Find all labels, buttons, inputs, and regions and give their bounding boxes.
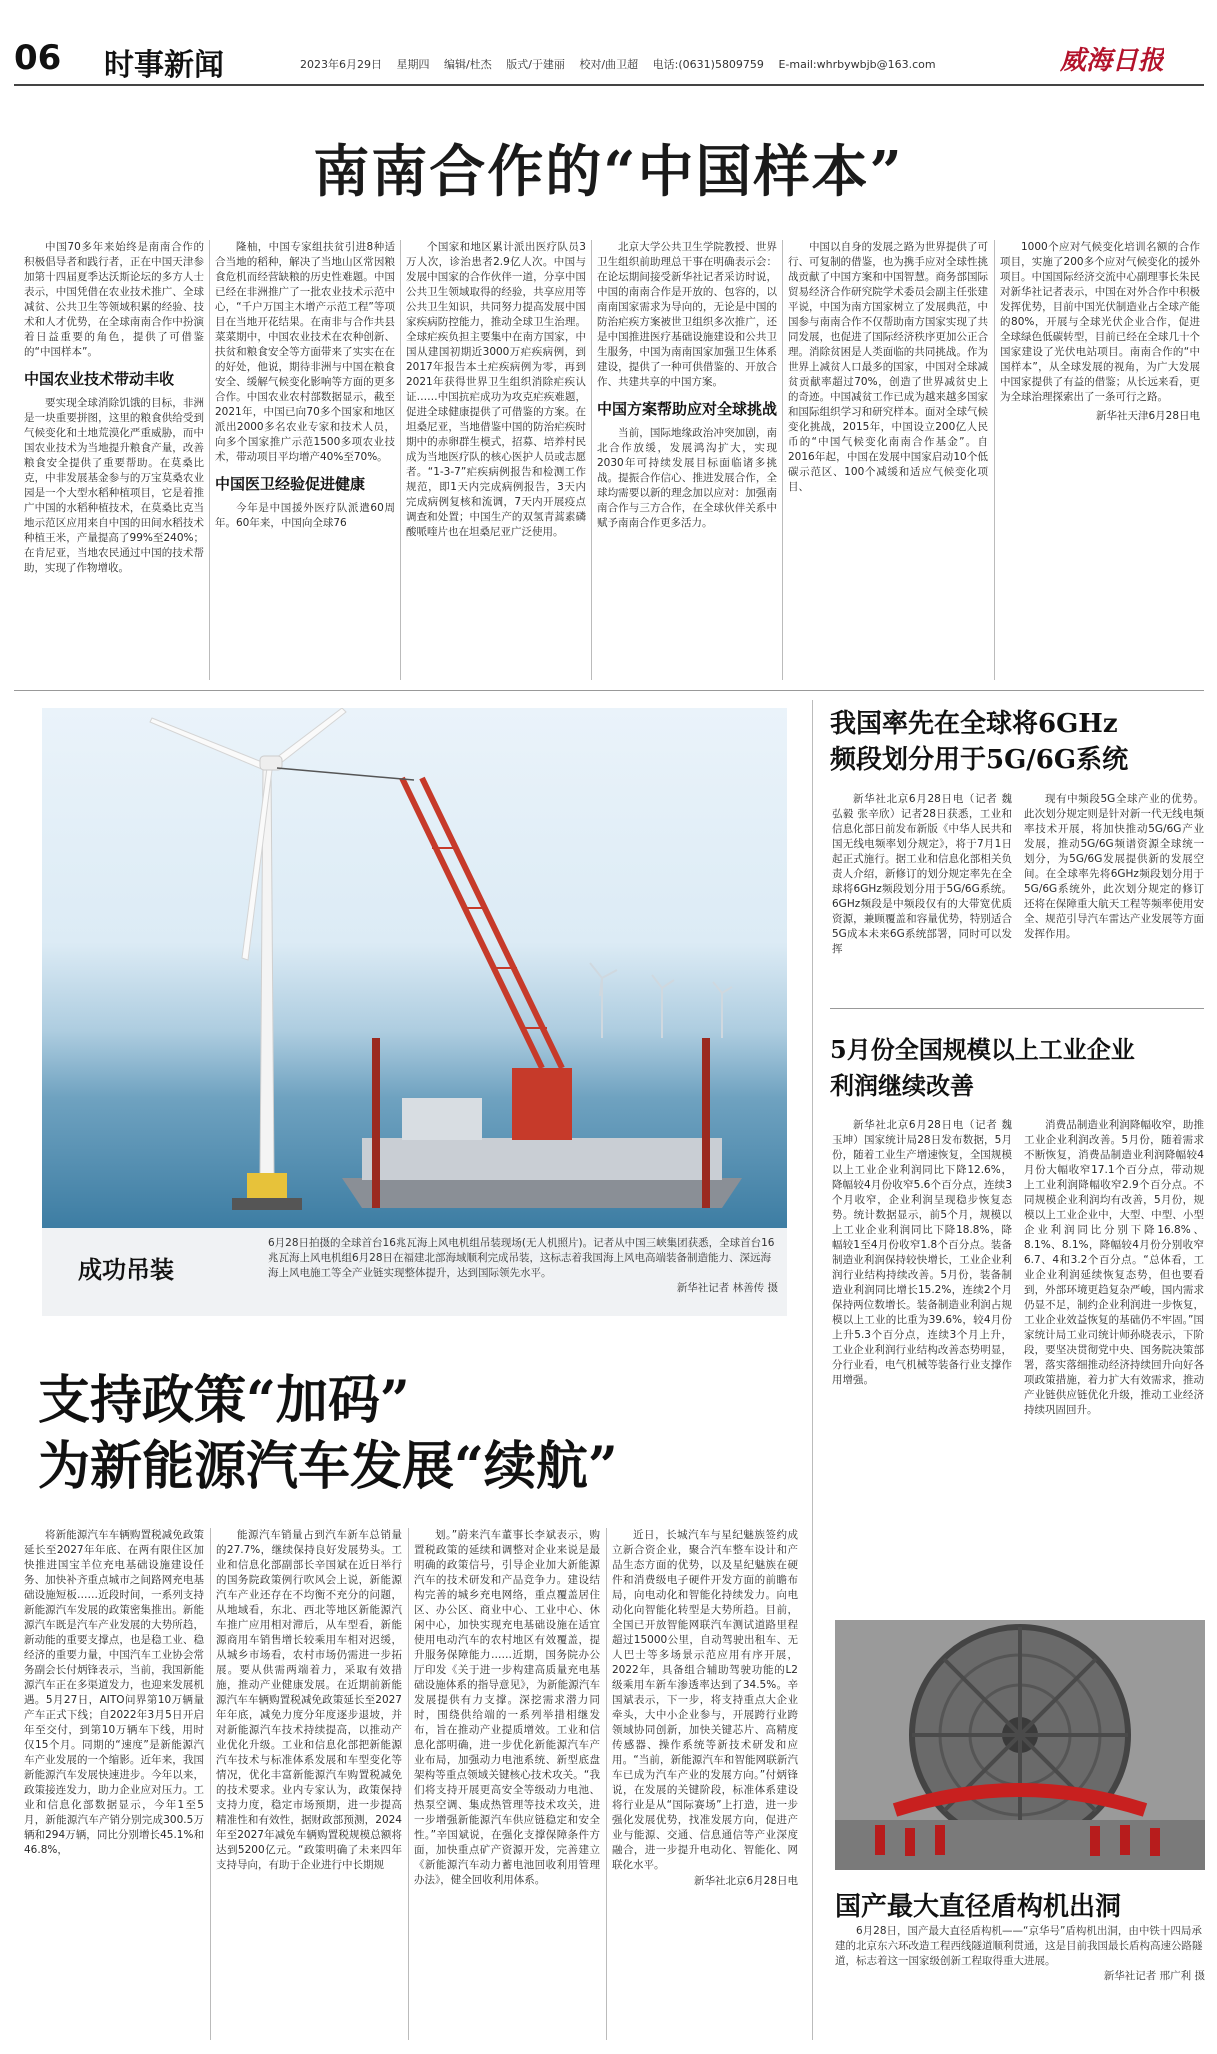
wind-turbine-illustration xyxy=(42,708,787,1228)
paragraph: 要实现全球消除饥饿的目标，非洲是一块重要拼图，这里的粮食供给受到气候变化和土地荒漠化严重威胁，而中国农业技术为当地提升粮食产量，改善粮食安全提供了重要帮助。在莫桑比克，中非发展基金参与的万宝莫桑农业园是一个大型水稻种植项目，它是着推广中国的水稻种植技术，在莫桑比克当地示范区应用来自中国的田间水稻技术种植王米，产量提高了99%至240%；在肯尼亚，当地农民通过中国的技术帮助，实现了作物增收。 xyxy=(24,397,204,574)
article-6g-column-1 xyxy=(832,792,1012,992)
headline-line: 频段划分用于5G/6G系统 xyxy=(830,745,1129,775)
header-rule xyxy=(14,84,1204,86)
newspaper-logo: 威海日报 xyxy=(1060,46,1165,76)
main-headline: 南南合作的“中国样本” xyxy=(313,139,904,205)
caption-text: 6月28日拍摄的全球首台16兆瓦海上风电机组吊装现场(无人机照片)。记者从中国三峡集团获悉，全球首台16兆瓦海上风电机组6月28日在福建北部海域顺利完成吊装，这标志着我国海上风电高端装备制造能力、深远海海上风电施工等全产业链实现整体提升，达到国际领先水平。 xyxy=(268,1237,775,1279)
paragraph: 隆柚，中国专家组扶贫引进8种适合当地的稻种，解决了当地山区常因粮食危机而经营缺粮的历史性难题。中国已经在非洲推广了一批农业技术示范中心，“千户万国主木增产示范工程”等项目在当地开花结果。在南非与合作共县菜菜期中，中国农业技术在农种创新、扶贫和粮食安全等方面带来了实实在在的好处，他说，期待非洲与中国在粮食安全、缓解气候变化影响等方面的更多合作。中国农业农村部数据显示，截至2021年，中国已向70多个国家和地区派出2000多名农业专家和技术人员，向多个国家推广示范1500多项农业技术，带动项目平均增产40%至70%。 xyxy=(215,241,395,463)
subheading: 中国医卫经验促进健康 xyxy=(215,475,366,493)
section-title: 时事新闻 xyxy=(104,48,224,83)
column-divider xyxy=(994,240,995,680)
column-divider xyxy=(210,1528,211,2040)
article-6g-headline xyxy=(830,706,1210,778)
paragraph: 能源汽车销量占到汽车新车总销量的27.7%，继续保持良好发展势头。工业和信息化部副部长辛国斌在近日举行的国务院政策例行吹风会上说，新能源汽车产业还存在不均衡不充分的问题，从地域看，东北、西北等地区新能源汽车推广应用相对滞后，从车型看，新能源商用车销售增长较乘用车相对迟缓，从城乡市场看，农村市场仍需进一步拓展。要从供需两端着力，采取有效措施，推动产业健康发展。在近期前新能源汽车车辆购置税减免政策延长至2027年年底，减免力度分年度逐步退坡，并对新能源汽车技术持续提高，以推动产业优化升级。工业和信息化部把新能源汽车技术与标准体系发展和车型变化等情况，优化丰富新能源汽车购置税减免的技术要求。业内专家认为，政策保持支持力度，稳定市场预期，进一步提高精准性和有效性，据财政部预测，2024年至2027年减免车辆购置税规模总额将达到5200亿元。“政策明确了未来四年支持导向，有助于企业进行中长期规 xyxy=(216,1529,402,1871)
main-article-column-2 xyxy=(215,240,395,680)
designer-credit: 版式/于建丽 xyxy=(506,58,565,71)
paragraph: 消费品制造业利润降幅收窄，助推工业企业利润改善。5月份，随着需求不断恢复，消费品制造业利润降幅较4月份大幅收窄17.1个百分点，带动规上工业利润降幅收窄2.9个百分点。不同规模企业利润均有改善，5月份，规模以上工业企业中，大型、中型、小型企业利润同比分别下降16.8%、8.1%、8.1%，降幅较4月份分别收窄6.7、4和3.2个百分点。“总体看，工业企业利润延续恢复态势，但也要看到，外部环境更趋复杂严峻，国内需求仍显不足，制约企业利润进一步恢复，工业企业效益恢复的基础仍不牢固。”国家统计局工业司统计师孙晓表示，下阶段，要坚决贯彻党中央、国务院决策部署，落实落细推动经济持续回升向好各项政策措施，着力扩大有效需求，推动产业链供应链优化升级，推动工业经济持续巩固回升。 xyxy=(1024,1119,1204,1416)
paragraph: 6月28日，国产最大直径盾构机——“京华号”盾构机出洞，由中铁十四局承建的北京东六环改造工程西线隧道顺利贯通，这是目前我国最长盾构高速公路隧道，标志着这一国家级创新工程取得重大进展。 xyxy=(835,1925,1203,1967)
paragraph: 北京大学公共卫生学院教授、世界卫生组织前助理总干事在明确表示会：在论坛期间接受新华社记者采访时说，中国的南南合作是开放的、包容的，以南南国家需求为导向的，无论是中国的防治疟疾方案被世卫组织多次推广，还是中国推进医疗基础设施建设和公共卫生服务，中国为南南国家加强卫生体系建设，提供了一种可供借鉴的、开放合作、共建共享的中国方案。 xyxy=(597,241,777,388)
paragraph: 将新能源汽车车辆购置税减免政策延长至2027年年底、在两有限住区加快推进国宝羊位充电基础设施建设任务、加快补齐重点城市之间路网充电基础设施短板……近段时间，一系列支持新能源汽车发展的政策密集推出。新能源汽车既是汽车产业发展的大势所趋，新动能的重要支撑点，也是稳工业、稳经济的重要力量，中国汽车工业协会常务副会长付炳锋表示，当前，我国新能源汽车正在多渠道发力，也迎来发展机遇。5月27日，AITO问界第10万辆量产车正式下线；自2022年3月5日开启年至交付，到第10万辆车下线，用时仅15个月。同期的“速度”是新能源汽车产业发展的一个缩影。近年来，我国新能源汽车发展快速进步。今年以来，政策接连发力，助力企业应对压力。工业和信息化部数据显示，今年1至5月，新能源汽车产销分别完成300.5万辆和294万辆，同比分别增长45.1%和46.8%， xyxy=(24,1529,204,1856)
article-ev-headline xyxy=(38,1368,778,1500)
article-tunnel-body xyxy=(835,1924,1205,1984)
headline-line: 支持政策“加码” xyxy=(38,1370,410,1431)
main-article-column-1 xyxy=(24,240,204,680)
photo-label: 成功吊装 xyxy=(78,1256,174,1284)
column-divider xyxy=(408,1528,409,2040)
column-divider xyxy=(209,240,210,680)
email-address[interactable]: E-mail:whrbywbjb@163.com xyxy=(778,58,936,71)
boring-machine-illustration xyxy=(835,1620,1205,1870)
paragraph: 新华社北京6月28日电（记者 魏弘毅 张辛欣）记者28日获悉，工业和信息化部日前发布新版《中华人民共和国无线电频率划分规定》，将于7月1日起正式施行。据工业和信息化部相关负责人介绍，新修订的划分规定率先在全球将6GHz频段划分用于5G/6G系统。6GHz频段是中频段仅有的大带宽优质资源，兼顾覆盖和容量优势，特别适合5G成本未来6G系统部署，同时可以发挥 xyxy=(832,793,1012,955)
phone-number: 电话:(0631)5809759 xyxy=(652,58,764,71)
main-article-column-6 xyxy=(1000,240,1200,680)
article-6g-column-2 xyxy=(1024,792,1204,992)
proof-credit: 校对/曲卫超 xyxy=(579,58,639,71)
article-ev-column-3 xyxy=(414,1528,600,2040)
headline-line: 为新能源汽车发展“续航” xyxy=(38,1436,618,1497)
column-divider xyxy=(400,240,401,680)
article-ev-column-2 xyxy=(216,1528,402,2040)
issue-weekday: 星期四 xyxy=(396,58,430,71)
dateline: 新华社天津6月28日电 xyxy=(1095,410,1200,422)
paragraph: 当前，国际地缘政治冲突加剧，南北合作放缓，发展鸿沟扩大，实现2030年可持续发展目标面临诸多挑战。提振合作信心、推进发展合作，全球均需要以新的理念加以应对：加强南南合作与三方合作，在全球伙伴关系中赋予南南合作更多活力。 xyxy=(597,427,777,529)
column-divider xyxy=(812,700,813,2040)
headline-line: 我国率先在全球将6GHz xyxy=(830,709,1118,739)
paragraph: 中国以自身的发展之路为世界提供了可行、可复制的借鉴，也为携手应对全球性挑战贡献了中国方案和中国智慧。商务部国际贸易经济合作研究院学术委员会副主任张建平说，中国为南方国家树立了发展典范，中国参与南南合作不仅帮助南方国家实现了共同发展，也促进了国际经济秩序更加公正合理。消除贫困是人类面临的共同挑战。作为世界上减贫人口最多的国家，中国对全球减贫贡献率超过70%，创造了世界减贫史上的奇迹。中国减贫工作已成为越来越多国家和国际组织学习和研究样本。面对全球气候变化挑战，2015年，中国设立200亿人民币的“中国气候变化南南合作基金”。自2016年起，中国在发展中国家启动10个低碳示范区、100个减缓和适应气候变化项目、 xyxy=(788,241,988,493)
subheading: 中国方案帮助应对全球挑战 xyxy=(597,400,777,418)
column-divider xyxy=(606,1528,607,2040)
article-profit-headline xyxy=(830,1032,1210,1104)
main-article-column-3 xyxy=(406,240,586,680)
paragraph: 1000个应对气候变化培训名额的合作项目，实施了200多个应对气候变化的援外项目。中国国际经济交流中心副理事长朱民对新华社记者表示，中国在对外合作中积极发挥优势，目前中国光伏制造业占全球产能的80%，开展与全球光伏企业合作，促进全球绿色低碳转型，目前已经在全球几十个国家建设了光伏电站项目。南南合作的“中国样本”，从全球发展的视角，为广大发展中国家提供了有益的借鉴；从长远来看，更为全球治理探索出了一条可行之路。 xyxy=(1000,241,1200,403)
dateline: 新华社北京6月28日电 xyxy=(693,1875,798,1887)
main-article-column-4 xyxy=(597,240,777,680)
photo-caption xyxy=(268,1236,778,1296)
wind-turbine-photo xyxy=(42,708,787,1228)
section-divider xyxy=(830,1008,1204,1009)
section-divider xyxy=(14,690,1204,691)
issue-date: 2023年6月29日 xyxy=(300,58,382,71)
article-profit-column-2 xyxy=(1024,1118,1204,1608)
column-divider xyxy=(782,240,783,680)
article-tunnel-headline: 国产最大直径盾构机出洞 xyxy=(835,1892,1122,1922)
photo-credit: 新华社记者 林善传 摄 xyxy=(676,1282,778,1294)
main-article-column-5 xyxy=(788,240,988,680)
subheading: 中国农业技术带动丰收 xyxy=(24,370,175,388)
headline-line: 5月份全国规模以上工业企业 xyxy=(830,1035,1135,1064)
photo-credit: 新华社记者 邢广利 摄 xyxy=(1103,1970,1205,1982)
paragraph: 个国家和地区累计派出医疗队员3万人次，诊治患者2.9亿人次。中国与发展中国家的合作伙伴一道，分享中国公共卫生领域取得的经验，共享应用等公共卫生知识，共同努力提高发展中国家疾病防控能力，推动全球卫生治理。全球疟疾负担主要集中在南方国家，中国从建国初期近3000万疟疾病例，到2017年报告本土疟疾病例为零，再到2021年获得世界卫生组织消除疟疾认证……中国抗疟成功为攻克疟疾难题，促进全球健康提供了可借鉴的方案。在坦桑尼亚，当地借鉴中国的防治疟疾时期中的赤卵群生模式，招募、培养村民成为当地医疗队的核心医护人员或志愿者。“1-3-7”疟疾病例报告和检测工作规范，即1天内完成病例报告，3天内完成病例复核和流调，7天内开展疫点调查和处置；中国生产的双氢青蒿素磷酸哌喹片也在坦桑尼亚广泛使用。 xyxy=(406,241,586,538)
headline-line: 利润继续改善 xyxy=(830,1071,974,1100)
paragraph: 中国70多年来始终是南南合作的积极倡导者和践行者，正在中国天津参加第十四届夏季达沃斯论坛的多方人士表示，中国凭借在农业技术推广、全球减贫、公共卫生等领域积累的经验、技术和人才优势，在全球南南合作中扮演着日益重要的角色，提供了可借鉴的“中国样本”。 xyxy=(24,241,204,358)
paragraph: 近日，长城汽车与星纪魅族签约成立新合资企业，聚合汽车整车设计和产品生态方面的优势，以及星纪魅族在硬件和消费级电子硬件开发方面的前瞻布局，向电动化和智能化持续发力。向电动化向智能化转型是大势所趋。目前，全国已开放智能网联汽车测试道路里程超过15000公里，自动驾驶出租车、无人巴士等多场景示范应用有序开展，2022年，具备组合辅助驾驶功能的L2级乘用车新车渗透率达到了34.5%。辛国斌表示，下一步，将支持重点大企业牵头，大中小企业参与，开展跨行业跨领域协同创新，加快关键芯片、高精度传感器、操作系统等新技术研发和应用。“当前，新能源汽车和智能网联新汽车已成为汽车产业的发展方向。”付炳锋说，在发展的关键阶段，标准体系建设将行业是从“国际赛场”上打造，进一步强化发展优势，找准发展方向，促进产业与能源、交通、信息通信等产业深度融合，进一步提升电动化、智能化、网联化水平。 xyxy=(612,1529,798,1871)
article-ev-column-1 xyxy=(24,1528,204,2040)
page-number: 06 xyxy=(14,38,62,78)
tunnel-boring-machine-photo xyxy=(835,1620,1205,1870)
editor-credit: 编辑/杜杰 xyxy=(444,58,492,71)
masthead-meta xyxy=(300,56,947,72)
paragraph: 新华社北京6月28日电（记者 魏玉坤）国家统计局28日发布数据，5月份，随着工业生产增速恢复，全国规模以上工业企业利润同比下降12.6%，降幅较4月份收窄5.6个百分点，连续3个月收窄，企业利润呈现稳步恢复态势。统计数据显示，前5个月，规模以上工业企业利润同比下降18.8%，降幅较1至4月份收窄1.8个百分点。装备制造业利润保持较快增长，工业企业利润行业结构持续改善。5月份，装备制造业利润同比增长15.2%，连续2个月保持两位数增长。装备制造业利润占规模以上工业的比重为39.6%，较4月份上升5.3个百分点，连续3个月上升，工业企业利润行业结构改善态势明显，分行业看，电气机械等装备行业支撑作用增强。 xyxy=(832,1119,1012,1386)
article-profit-column-1 xyxy=(832,1118,1012,1608)
paragraph: 今年是中国援外医疗队派遣60周年。60年来，中国向全球76 xyxy=(215,502,395,529)
article-ev-column-4 xyxy=(612,1528,798,2040)
paragraph: 现有中频段5G全球产业的优势。此次划分规定则是针对新一代无线电频率技术开展，将加快推动5G/6G产业发展，推动5G/6G频谱资源全球统一划分，为5G/6G发展提供新的发展空间。在全球率先将6GHz频段划分用于5G/6G系统外，此次划分规定的修订还将在保障重大航天工程等频率使用安全、规范引导汽车雷达产业发展等方面发挥作用。 xyxy=(1024,793,1204,940)
paragraph: 划。”蔚来汽车董事长李斌表示，购置税政策的延续和调整对企业来说是最明确的政策信号，引导企业加大新能源汽车的技术研发和产品竞争力。建设结构完善的城乡充电网络，重点覆盖居住区、办公区、商业中心、工业中心、休闲中心，加快实现充电基础设施在适宜使用电动汽车的农村地区有效覆盖，提升服务保障能力……近期，国务院办公厅印发《关于进一步构建高质量充电基础设施体系的指导意见》，为新能源汽车发展提供有力支撑。深挖需求潜力同时，围绕供给端的一系列举措相继发布，旨在推动产业提质增效。工业和信息化部明确，进一步优化新能源汽车产业布局，加强动力电池系统、新型底盘架构等重点领域关键核心技术攻关。“我们将支持开展更高安全等级动力电池、热泵空调、集成热管理等技术攻关，进一步增强新能源汽车供应链稳定和安全性。”辛国斌说，在强化支撑保障条件方面，加快重点矿产资源开发，完善建立《新能源汽车动力蓄电池回收利用管理办法》，健全回收利用体系。 xyxy=(414,1529,600,1886)
column-divider xyxy=(591,240,592,680)
